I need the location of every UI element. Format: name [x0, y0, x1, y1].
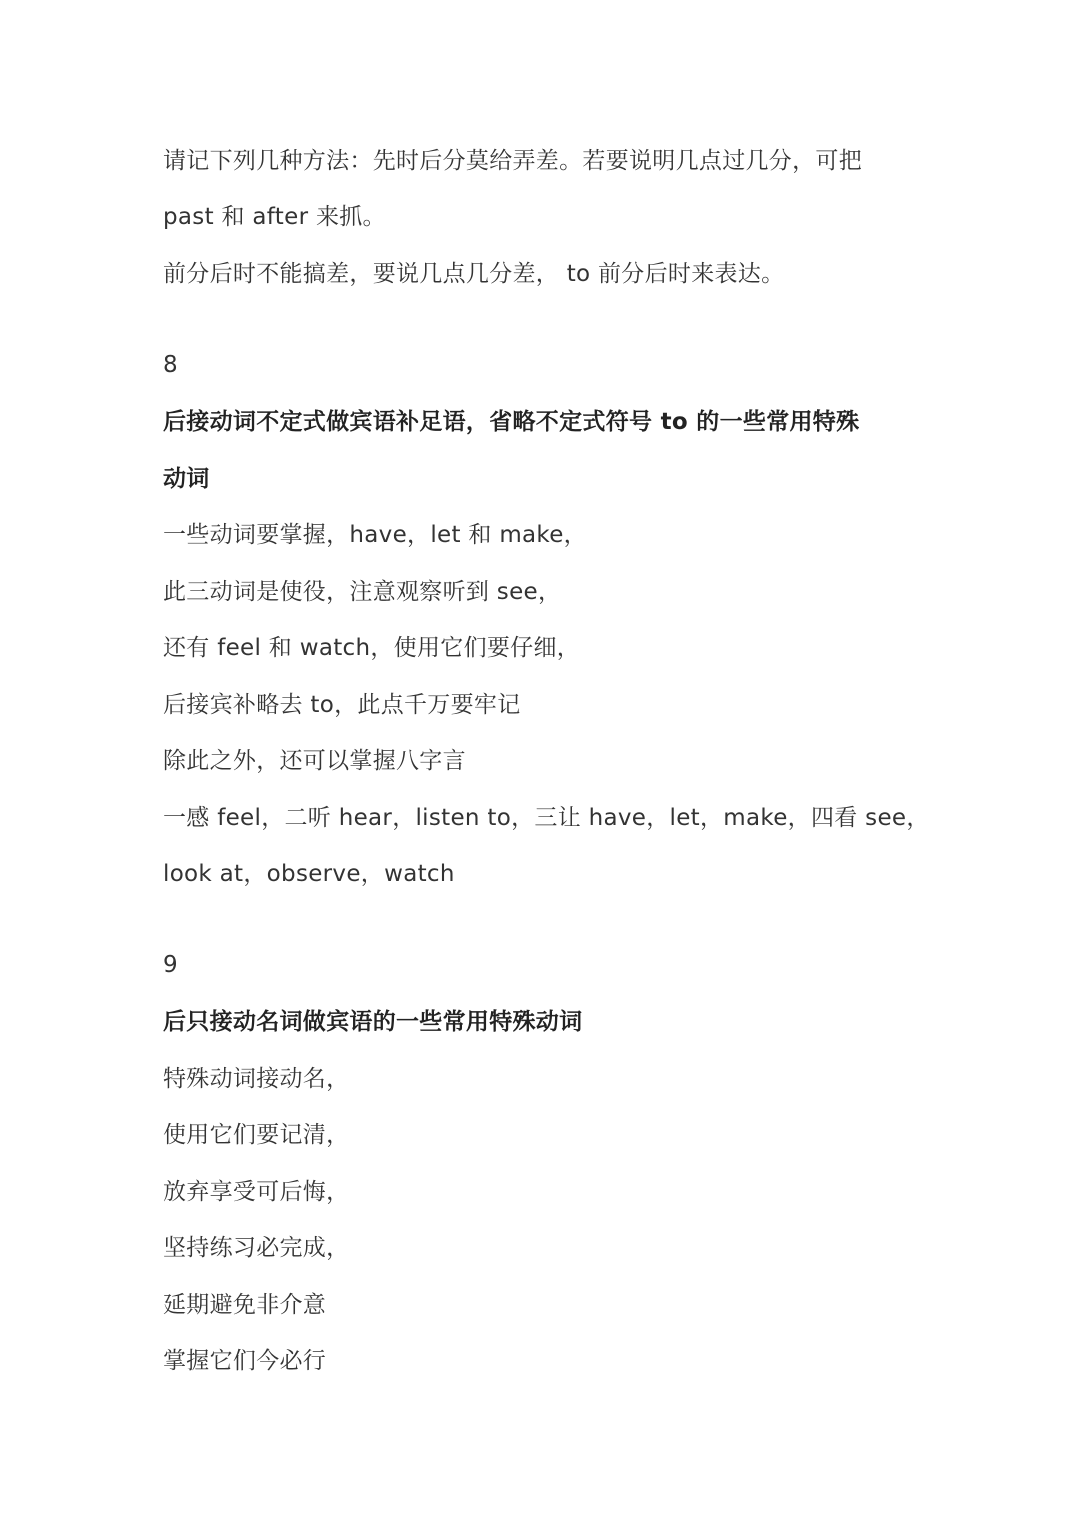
- paragraph-line: 前分后时不能搞差，要说几点几分差， to 前分后时来表达。: [163, 261, 785, 287]
- paragraph-line: 使用它们要记清，: [163, 1122, 350, 1148]
- paragraph-line: 此三动词是使役，注意观察听到 see，: [163, 579, 562, 605]
- section-number: 9: [163, 952, 178, 978]
- section-heading: 动词: [163, 466, 210, 492]
- section-heading: 后接动词不定式做宾语补足语，省略不定式符号 to 的一些常用特殊: [163, 409, 860, 435]
- paragraph-line: 后接宾补略去 to，此点千万要牢记: [163, 692, 521, 718]
- paragraph-line: 请记下列几种方法：先时后分莫给弄差。若要说明几点过几分，可把: [163, 148, 862, 174]
- section-number: 8: [163, 352, 178, 378]
- paragraph-line: 除此之外，还可以掌握八字言: [163, 748, 466, 774]
- paragraph-line: past 和 after 来抓。: [163, 204, 386, 230]
- paragraph-line: 掌握它们今必行: [163, 1348, 327, 1374]
- paragraph-line: 延期避免非介意: [163, 1292, 327, 1318]
- paragraph-line: look at，observe，watch: [163, 861, 455, 887]
- paragraph-line: 坚持练习必完成，: [163, 1235, 350, 1261]
- paragraph-line: 还有 feel 和 watch，使用它们要仔细，: [163, 635, 581, 661]
- paragraph-line: 放弃享受可后悔，: [163, 1179, 350, 1205]
- paragraph-line: 一感 feel，二听 hear，listen to，三让 have，let，make，四看 see，: [163, 805, 930, 831]
- section-heading: 后只接动名词做宾语的一些常用特殊动词: [163, 1009, 583, 1035]
- paragraph-line: 特殊动词接动名，: [163, 1066, 350, 1092]
- paragraph-line: 一些动词要掌握，have，let 和 make，: [163, 522, 587, 548]
